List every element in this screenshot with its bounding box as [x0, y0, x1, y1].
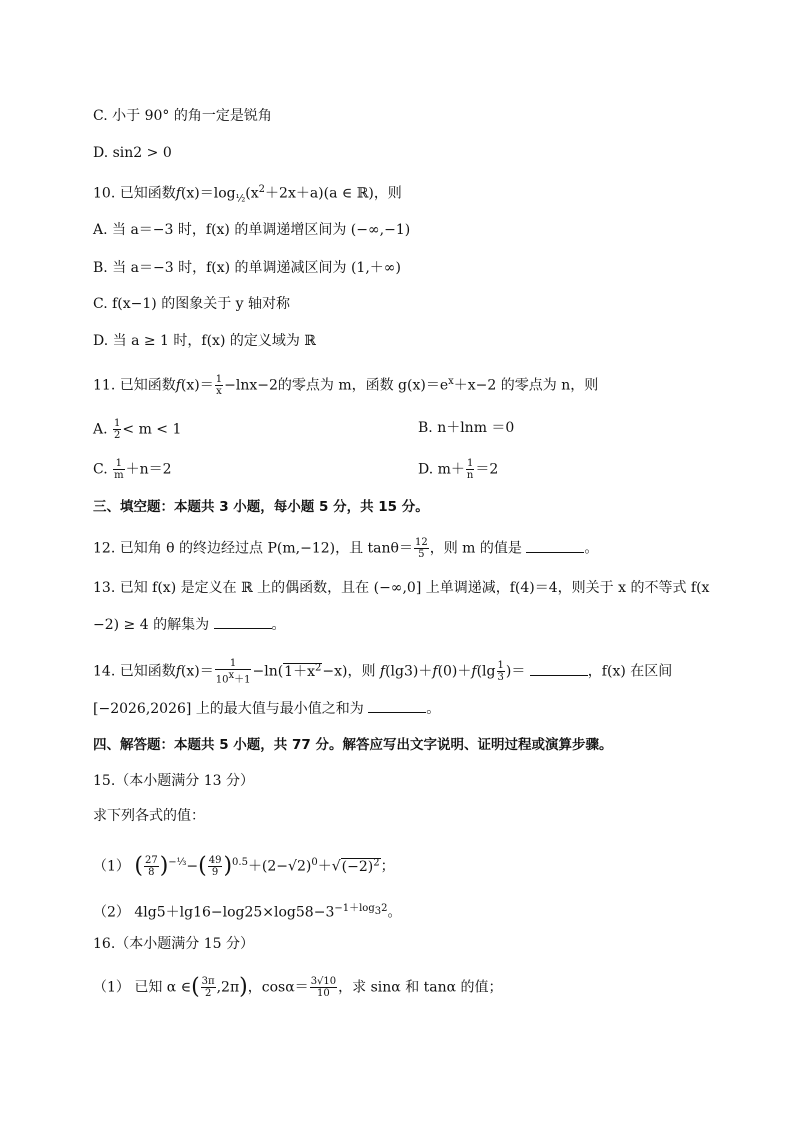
- q11-c-tail: ＋n＝2: [125, 461, 172, 478]
- q16-p1-label: （1） 已知 α ∈: [93, 979, 192, 996]
- question-16-title: 16.（本小题满分 15 分）: [93, 936, 254, 952]
- fraction-1-over-x: $\frac{1}{x}$: [215, 374, 223, 398]
- question-16-part-1: （1） 已知 α ∈( $\frac{3\pi}{2}$ ,2π)，cosα＝ $\frac{3√10}{10}$ ，求 sinα 和 tanα 的值；: [93, 974, 503, 1000]
- q15-p2-expr: 4lg5＋lg16−log25×log58−3: [134, 904, 335, 921]
- answer-blank[interactable]: [214, 616, 272, 629]
- q12-prefix: 12. 已知角 θ 的终边经过点 P(m,−12)，且 tanθ＝: [93, 540, 413, 557]
- q11-option-b: B. n＋lnm ＝0: [418, 420, 515, 436]
- q10-suffix: ，则: [373, 185, 402, 202]
- fraction-one-half: $\frac{1}{2}$: [114, 418, 121, 441]
- q15-p2-end: 。: [387, 904, 402, 921]
- question-11: 11. 已知函数f(x)＝ $\frac{1}{x}$ −lnx−2的零点为 m，函数 $g(x)=e^x+x-2$ 的零点为 n，则: [93, 374, 599, 398]
- answer-blank[interactable]: [526, 540, 584, 553]
- question-12: [93, 537, 598, 560]
- fraction-12-over-5: $\frac{12}{5}$: [414, 537, 428, 560]
- question-13-line-1: 13. 已知 f(x) 是定义在 ℝ 上的偶函数，且在 (−∞,0] 上单调递减，f(4)＝4，则关于 x 的不等式 f(x: [93, 580, 710, 596]
- q11-prefix: 11. 已知函数: [93, 377, 176, 394]
- q16-cos: ，cosα＝: [247, 979, 309, 996]
- q14-line-2-text: [−2026,2026] 上的最大值与最小值之和为: [93, 701, 364, 717]
- q13-line-2-text: −2) ≥ 4 的解集为: [93, 617, 210, 633]
- q10-prefix: 10. 已知函数: [93, 185, 176, 202]
- q12-end: 。: [584, 540, 599, 557]
- q14-end: 。: [426, 701, 441, 717]
- q13-end: 。: [271, 617, 286, 633]
- q11-option-c: C. $\frac{1}{m}$ ＋n＝2: [93, 458, 172, 481]
- q11-mid: 的零点为 m，函数 g(x)＝e: [277, 377, 449, 394]
- q11-option-d: [418, 458, 498, 481]
- section-4-heading: 四、解答题：本题共 5 小题，共 77 分。解答应写出文字说明、证明过程或演算步骤。: [93, 737, 613, 753]
- question-14: 14. 已知函数f(x)＝ $\frac{1}{10^x+1}$ $-\ln(1+x^2-x)$，则 f(lg3)＋f(0)＋f(lg $\frac{1}{3}$ )＝ ，f(x) 在区间: [93, 658, 673, 686]
- fraction-49-over-9: $\frac{49}{9}$: [208, 855, 222, 879]
- question-15-intro: 求下列各式的值：: [93, 808, 205, 824]
- question-13-line-2: [93, 615, 286, 635]
- answer-blank[interactable]: [368, 700, 426, 713]
- fraction-1-over-10x-plus-1: $\frac{1}{10^x+1}$: [215, 658, 251, 686]
- q11-tail: ＋x−2 的零点为 n，则: [453, 377, 599, 394]
- question-15-part-1: （1） ( $\frac{27}{8}$ )$^{-\frac{1}{3}}$−( $\frac{49}{9}$ )$^{0.5}+(2-√2)^0+√(-2)^2$；: [93, 853, 395, 879]
- q10-option-d: D. 当 a ≥ 1 时，f(x) 的定义域为 ℝ: [93, 333, 316, 349]
- fraction-1-over-n: $\frac{1}{n}$: [466, 458, 474, 481]
- q14-prefix: 14. 已知函数: [93, 663, 176, 680]
- choice-c-prev: C. 小于 90° 的角一定是锐角: [93, 108, 272, 124]
- fraction-3sqrt10-over-10: $\frac{3√10}{10}$: [310, 976, 337, 999]
- question-14-line-2: [93, 699, 440, 719]
- q15-p2-label: （2）: [93, 904, 130, 921]
- fraction-3pi-over-2: $\frac{3\pi}{2}$: [201, 976, 215, 999]
- answer-blank[interactable]: [530, 663, 588, 676]
- question-10: 10. 已知函数$f(x)=\log_{\frac{1}{2}}(x^2+2x+a)(a$ ∈ ℝ)，则: [93, 184, 402, 205]
- q15-p1-label: （1）: [93, 858, 130, 875]
- q16-tail: ，求 sinα 和 tanα 的值；: [338, 979, 503, 996]
- fraction-1-over-m: $\frac{1}{m}$: [114, 458, 124, 481]
- q11-d-label: D. m＋: [418, 461, 465, 478]
- q14-mid: ，则: [347, 663, 376, 680]
- fraction-27-over-8: $\frac{27}{8}$: [144, 855, 158, 879]
- question-15-title: 15.（本小题满分 13 分）: [93, 773, 254, 789]
- q10-option-b: B. 当 a＝−3 时，f(x) 的单调递减区间为 (1,＋∞): [93, 260, 401, 276]
- q11-d-tail: ＝2: [475, 461, 499, 478]
- fraction-one-third: $\frac{1}{3}$: [497, 660, 504, 684]
- q11-option-a: A. $\frac{1}{2}$ < m < 1: [93, 418, 182, 441]
- q11-a-tail: < m < 1: [122, 421, 182, 438]
- q10-option-c: C. f(x−1) 的图象关于 y 轴对称: [93, 296, 291, 312]
- choice-d-prev: D. sin2 > 0: [93, 145, 172, 161]
- q14-tail: ，f(x) 在区间: [587, 663, 673, 680]
- question-15-part-2: （2） $4\lg 5+\lg 16-\log 25\times\log 58-3^{-1+log_32}$。: [93, 903, 402, 921]
- q12-suffix: ，则 m 的值是: [429, 540, 522, 557]
- section-3-heading: 三、填空题：本题共 3 小题，每小题 5 分，共 15 分。: [93, 499, 429, 515]
- q10-option-a: A. 当 a＝−3 时，f(x) 的单调递增区间为 (−∞,−1): [93, 222, 411, 238]
